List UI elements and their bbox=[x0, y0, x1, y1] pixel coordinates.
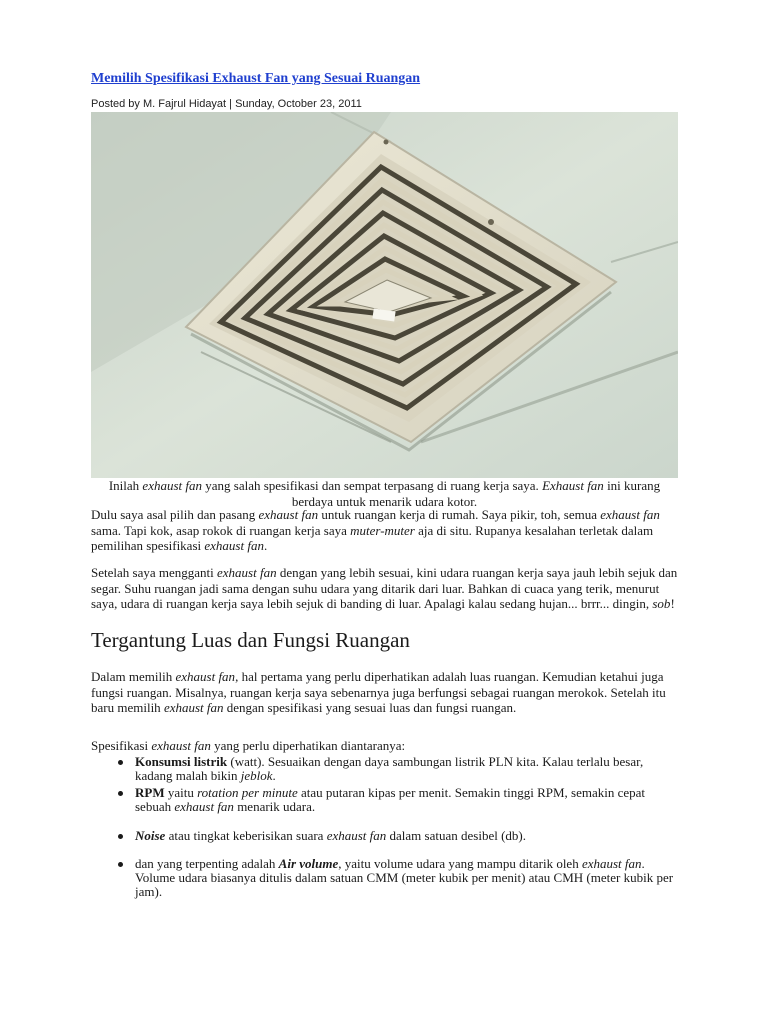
paragraph-room-size: Dalam memilih exhaust fan, hal pertama yang perlu diperhatikan adalah luas ruangan. Kemudian ketahui juga fungsi ruangan. Misalnya, ruangan kerja saya sebenarnya juga berfungsi sebagai ruangan merokok. Setelah itu baru memilih exhaust fan dengan spesifikasi yang sesuai luas dan fungsi ruangan. bbox=[91, 669, 666, 715]
paragraph-replacement: Setelah saya mengganti exhaust fan dengan yang lebih sesuai, kini udara ruangan kerja saya jauh lebih sejuk dan segar. Suhu ruangan jadi sama dengan suhu udara yang ditarik dari luar. Bahkan di cuaca yang terik, menurut saya, udara di ruangan kerja saya lebih sejuk di banding di luar. Apalagi kalau sedang hujan... brrr... dingin, sob! bbox=[91, 565, 678, 611]
spec-list bbox=[91, 755, 681, 899]
spec-item-noise: Noise atau tingkat keberisikan suara exhaust fan dalam satuan desibel (db). bbox=[91, 829, 681, 843]
post-meta: Posted by M. Fajrul Hidayat | Sunday, October 23, 2011 bbox=[91, 98, 362, 110]
paragraph-intro: Dulu saya asal pilih dan pasang exhaust fan untuk ruangan kerja di rumah. Saya pikir, toh, semua exhaust fan sama. Tapi kok, asap rokok di ruangan kerja saya muter-muter aja di situ. Rupanya kesalahan terletak dalam pemilihan spesifikasi exhaust fan. bbox=[91, 507, 660, 553]
paragraph-spec-intro: Spesifikasi exhaust fan yang perlu diperhatikan diantaranya: bbox=[91, 738, 406, 753]
spec-item-power: Konsumsi listrik (watt). Sesuaikan dengan daya sambungan listrik PLN kita. Kalau terlalu besar, kadang malah bikin jeblok. bbox=[91, 755, 681, 783]
spec-item-air-volume: dan yang terpenting adalah Air volume, yaitu volume udara yang mampu ditarik oleh exhaust fan. Volume udara biasanya ditulis dalam satuan CMM (meter kubik per menit) atau CMH (meter kubik per jam). bbox=[91, 857, 681, 899]
photo-caption: Inilah exhaust fan yang salah spesifikasi dan sempat terpasang di ruang kerja saya. Exhaust fan ini kurang berdaya untuk menarik udara kotor. bbox=[108, 478, 661, 509]
post-title-link[interactable]: Memilih Spesifikasi Exhaust Fan yang Sesuai Ruangan bbox=[91, 71, 421, 86]
exhaust-fan-photo bbox=[91, 112, 678, 478]
section-heading: Tergantung Luas dan Fungsi Ruangan bbox=[91, 628, 410, 652]
spec-item-rpm: RPM yaitu rotation per minute atau putaran kipas per menit. Semakin tinggi RPM, semakin cepat sebuah exhaust fan menarik udara. bbox=[91, 786, 681, 814]
